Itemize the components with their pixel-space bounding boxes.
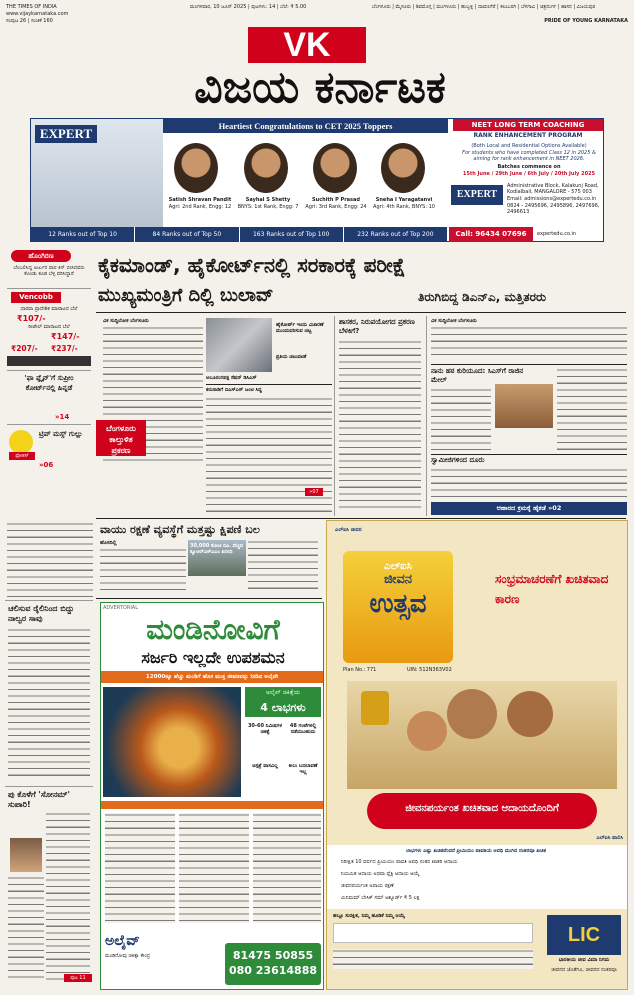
lead-column-text (206, 397, 332, 515)
rank-stat: 12 Ranks out of Top 10 (31, 227, 135, 242)
mandi-ad[interactable] (100, 602, 324, 990)
right-box-head[interactable]: ನಾನು ಹಠ ಕುರಿಯೂದ: ಸಿಎಸ್‌ಗೆ ರಾಜಿನ ಮೇಲ್ (431, 367, 524, 384)
benefit-2: 48 ಗಂಟೆಗಳಲ್ಲಿ ನಡೆಯಬಹುದು (289, 723, 317, 735)
price-1: ₹107/- (17, 314, 46, 323)
utsava-label-mid: ಜೀವನ (383, 572, 413, 587)
left-text-block (5, 520, 93, 580)
rail-page-2[interactable]: »06 (39, 461, 54, 469)
neet-subtitle: RANK ENHANCEMENT PROGRAM (473, 132, 583, 139)
topper-name: Sneha I Yaragatanvi (375, 197, 433, 203)
lic-benefit: ಮಿನಿಮಮ್ ಬೇಸಿಕ್ ಸಮ್ ಅಶ್ಯೂರ್ಡ್ ₹ 5 ಲಕ್ಷ (341, 895, 420, 901)
alive-brand (105, 929, 225, 987)
lead-page-ref[interactable]: »07 (305, 488, 323, 496)
hongirana-text: ಬೆಂಬಲಿಸಿದ್ದ ಅರ್ಜುನ ಪಾರ ಕಿನ್ ಬೀಸಿದವರು ಕೊಂಡು ಕೂಡ ಬೆಳ್ಳಿ ವರಿಸಿದ್ದಾರೆ (13, 265, 85, 277)
right-text (431, 388, 491, 452)
lic-brand-small: ಎಲ್‌ಐಸಿ ಜೀವನ (335, 527, 362, 533)
phone-2[interactable]: 080 23614888 (228, 964, 318, 977)
bengaluru-tag[interactable]: ಬೆಂಗಳೂರು ಕಾಲ್ತುಳಿತ ಪ್ರಕರಣ (96, 420, 146, 456)
vencobb-logo: Vencobb (11, 292, 61, 303)
rank-stat: 84 Ranks out of Top 50 (135, 227, 239, 242)
advertorial-label: ADVERTORIAL (103, 605, 139, 611)
lic-fineprint (333, 949, 533, 971)
lic-ratio: ಎಲ್‌ಐಸಿ ಪಾಲಿಸಿ (596, 835, 623, 841)
utsava-label: ಉತ್ಸವ (369, 589, 427, 619)
right-sub-head[interactable]: ಸ್ವಾಮೀಜಿಗಳಿಂದ ದೂರು (431, 456, 485, 464)
security-byline: ಹೊಸದಿಲ್ಲಿ (100, 540, 117, 546)
alive-logo: ಅಲೈವ್ (105, 933, 140, 949)
lead-headline[interactable]: ಕೈಕಮಾಂಡ್, ಹೈಕೋರ್ಟ್‌ನಲ್ಲಿ ಸರಕಾರಕ್ಕೆ ಪರೀಕ್ಷೆ (98, 253, 406, 277)
rail-text (8, 628, 90, 778)
rail-page-4[interactable]: ಪುಟ 11 (64, 974, 92, 982)
alive-subtitle: ಮಂಡಿನೋವು ಚಿಕಿತ್ಸಾ ಕೇಂದ್ರ (105, 953, 151, 959)
lic-benefit: ನಿರೀಕ್ಷಿತ 10 ವರ್ಷದ ಪ್ರೀಮಿಯಂ ಪಾವತಿ ಅವಧಿ ನಂತರ ಖಾತರಿ ಆದಾಯ (341, 859, 458, 865)
neet-audience: For students who have completed Class 12 in 2025 & aiming for rank enhancement in NEET 2026. (462, 150, 596, 162)
lic-banner (367, 793, 597, 829)
advertorial-text (253, 813, 321, 923)
vencobb-text: ಧಾರವಾ ಪ್ರಾದೇಶಿಕ ಮಾರಾಟದ ಬೆಲೆ (20, 306, 78, 312)
quote-2: ಪ್ರತಿಯ ಚಟುವಟಿಕೆ (276, 354, 307, 360)
cet-headline: Heartiest Congratulations to CET 2025 Toppers (163, 119, 448, 133)
lic-banner-text: ಜೀವನಪರ್ಯಂತ ಖಚಿತವಾದ ಆದಾಯದೊಂದಿಗೆ (405, 803, 559, 814)
edition-list: ಬೆಂಗಳೂರು | ಮೈಸೂರು | ಶಿವಮೊಗ್ಗ | ಮಂಗಳೂರು | ಹುಬ್ಬಳ್ಳಿ | ದಾವಣಗೆರೆ | ಕಲಬುರಗಿ | ಬೆಳಗಾವಿ | ಚಿತ್ರದುರ್ಗ | ಹಾಸನ | ವಿಜಯಪುರ (372, 4, 596, 10)
topper-photo (174, 143, 218, 193)
mandi-title: ಮಂಡಿನೋವಿಗೆ (146, 613, 280, 646)
rail-text (8, 876, 44, 980)
pride-tagline: PRIDE OF YOUNG KARNATAKA (544, 18, 628, 24)
lic-benefit: ನಿಯಮಿತ ಆದಾಯ ಅಥವಾ ಫ್ಲೆಕ್ಸಿ ಆದಾಯ ಆಯ್ಕೆ (341, 871, 420, 877)
side-box-headline[interactable]: ಶಾಸಕರ, ನಿರುಪಯೋಗದ ಪ್ರಕರಣ ಬೆಳಕಿಗೆ? (339, 318, 415, 335)
rail-story-2[interactable]: ಟ್ರಿಪ್ ಮಸ್ಸ್ ಗುಲ್ಲು (39, 430, 83, 438)
batch-dates: 15th June / 29th June / 6th July / 20th July 2025 (462, 171, 596, 177)
topper-name: Satish Shravan Pandit (168, 197, 232, 203)
family-photo (347, 681, 617, 789)
phone-box[interactable] (225, 943, 321, 985)
leader-photo (206, 318, 272, 372)
advertorial-text (179, 813, 249, 923)
rail-story-1[interactable]: 'ಫಾ ಫ್ಲೈನ್'ಗೆ ಸುಪ್ರೀಂ ಕೋರ್ಟ್‌ನಲ್ಲಿ ಹಿನ್ನಡೆ (24, 374, 74, 392)
security-text (7, 522, 93, 598)
benefit-4: ಕೀಲು ಬದಲಾವಣೆ ಇಲ್ಲ (288, 763, 318, 775)
lic-subtitle: ಭಾರತೀಯ ಜೀವ ವಿಮಾ ನಿಗಮ (558, 957, 610, 963)
topper-detail: BNYS: 1st Rank, Engg: 7 (237, 204, 299, 210)
hongirana-tag: ಹೊಂಗಿರಣ (11, 250, 71, 262)
mandi-tagline: 12000ಕ್ಕೂ ಹೆಚ್ಚು ಮಂಡಿಗೆ ಹೊಸ ಮುಕ್ತ ಜೀವನವನ್ನು ನೀಡಿದ ಅಲೈವೇ (101, 671, 323, 683)
right-byline: ವಿಕ ಸುದ್ದಿಲೋಕ ಬೆಂಗಳೂರು (431, 318, 477, 324)
lead-subheadline[interactable]: ಮುಖ್ಯಮಂತ್ರಿಗೆ ದಿಲ್ಲಿ ಬುಲಾವ್ (98, 285, 274, 306)
lic-footer-note: ಹಲ್ಲೂ ಸುರಕ್ಷಿತ, ನಿಮ್ಮ ಹೂಡಿಕೆ ನಿಮ್ಮ ಆಯ್ಕೆ (333, 913, 405, 919)
sonam-photo (10, 838, 42, 872)
trophy-icon (361, 691, 389, 725)
benefit-1: 30-60 ನಿಮಿಷಗಳ ಚಿಕಿತ್ಸೆ (247, 723, 283, 735)
expert-address: Administrative Block, Kalakunj Road, Kodialbail, MANGALORE - 575 003 (507, 183, 599, 195)
phone-1[interactable]: 81475 50855 (232, 949, 314, 962)
price-3: ₹207/- (11, 344, 38, 353)
topper-photo (313, 143, 357, 193)
toi-tag: THE TIMES OF INDIA (6, 4, 57, 10)
advertorial-text (105, 813, 175, 923)
lic-benefit: ಜೀವನಪರ್ಯಂತ ಅಪಾಯ ರಕ್ಷಣೆ (341, 883, 394, 889)
rail-story-4[interactable]: ಪು ಕೊಳೆಗೆ 'ಸೋನಮ್' ಸುಪಾರಿ! (8, 790, 70, 809)
lic-benefits (327, 845, 627, 909)
rail-text (46, 812, 90, 982)
topper-photo (244, 143, 288, 193)
expert-email[interactable]: Email: admissions@expertedu.co.in (507, 196, 597, 202)
security-text (100, 548, 186, 594)
expert-logo: EXPERT (35, 125, 97, 143)
utsava-label-small: ಎಲ್‌ಐಸಿ (384, 561, 412, 572)
masthead-title: ವಿಜಯ ಕರ್ನಾಟಕ (194, 62, 446, 113)
sub-tag: ಕರುನಾಡಿಗೆ ಬಿಎಸ್‌ಎಸ್ ಜಂಟಿ ಸಿದ್ಧ (206, 387, 262, 393)
lic-ad[interactable] (326, 520, 628, 990)
focus-icon (9, 430, 33, 454)
dateline: ಮಂಗಳವಾರ, 10 ಜೂನ್ 2025 | ಪುಟಗಳು: 14 | ಬೆಲೆ: ₹ 5.00 (190, 4, 307, 10)
issue-number: ಸಂಪುಟ 26 | ಸಂಚಿಕೆ 160 (6, 18, 53, 24)
benefits-count: 4 ಲಾಭಗಳು (245, 699, 321, 717)
website[interactable]: www.vijaykarnataka.com (6, 11, 69, 17)
right-footer-link[interactable]: ಆಹಾರದ ಕ್ರಮಕ್ಕೆ ಹೈಕಡೆ »02 (431, 502, 627, 515)
side-box (334, 316, 422, 516)
focus-tag: ಫೋಕಸ್ (9, 452, 35, 460)
expert-ad[interactable] (30, 118, 604, 242)
neet-title: NEET LONG TERM COACHING (453, 119, 603, 131)
vk-logo: VK (248, 27, 366, 63)
missile-caption: 30,000 ಕೋಟಿ ರೂ. ವೆಚ್ಚದ ಕ್ಯೂಆರ್‌ಎಸ್‌ಎಎಂ ಖರೀದಿ (190, 543, 244, 555)
rail-story-3[interactable]: ಚಲಿಸುವ ರೈಲಿನಿಂದ ಬಿದ್ದು ನಾಲ್ವರ ಸಾವು (8, 604, 75, 623)
lic-benefits-head: ಲಾಭಗಳು ಎಷ್ಟು ಖಚಿತವೆಂದರೆ ಪ್ರೀಮಿಯಂ ಪಾವತಿಯ ಅವಧಿ ಮುಗಿದ ನಂತರವೂ ಖಚಿತ (405, 848, 547, 854)
rank-stat: 232 Ranks out of Top 200 (357, 231, 434, 238)
topper-photo (381, 143, 425, 193)
right-text (431, 326, 627, 360)
plan-number: Plan No.: 771 (343, 667, 377, 673)
right-story (426, 316, 628, 516)
topper-detail: Agri: 2nd Rank, Engg: 12 (168, 204, 232, 210)
security-text (248, 540, 318, 594)
app-badges (333, 923, 533, 943)
topper-detail: Agri: 4th Rank, BNYS: 10 (373, 204, 435, 210)
expert-website[interactable]: expertedu.co.in (537, 231, 577, 237)
ranks-strip (31, 227, 447, 242)
lic-tagline: ಜೀವನದ ಜೊತೆಗೂ, ಜೀವನದ ನಂತರವೂ (551, 967, 617, 973)
expert-phones: 0824 - 2495696, 2495896, 2497696, 2496613 (507, 203, 600, 215)
left-rail (5, 248, 93, 513)
price-label: ರೀಟೇಲ್ ಮಾರಾಟದ ಬೆಲೆ (28, 324, 70, 330)
uin-number: UIN: 512N363V02 (407, 667, 452, 673)
rank-stat: 163 Ranks out of Top 100 (240, 227, 344, 242)
right-headline[interactable]: ತಿರುಗಿಬಿದ್ದ ಡಿಎನ್‌ಎ, ಮತ್ತಿತರರು (418, 290, 547, 304)
right-text (431, 468, 627, 498)
right-text (557, 368, 627, 452)
benefits-head: ಅಲೈವ್ ಚಿಕಿತ್ಸೆಯ (245, 687, 321, 699)
photo-caption: ಅಲೂರಂಗಪಕ್ಷ ಸೆಷನ್ ಡಿಸಿಎಸ್ (206, 375, 257, 381)
topper-name: Sayhal S Shetty (245, 197, 291, 203)
lic-headline: ಸಂಭ್ರಮಾಚರಣೆಗೆ ಖಚಿತವಾದ ಕಾರಣ (495, 572, 609, 606)
batches-label: Batches commence on (497, 164, 561, 170)
expert-logo-small: EXPERT (451, 185, 503, 205)
topper-detail: Agri: 3rd Rank, Engg: 24 (305, 204, 367, 210)
side-box-text (339, 340, 421, 512)
lic-logo: LIC (547, 915, 621, 955)
knee-photo (103, 687, 241, 797)
topper-name: Suchith P Prasad (312, 197, 360, 203)
price-2: ₹147/- (51, 332, 80, 341)
utsava-badge (343, 551, 453, 663)
call-button[interactable]: Call: 96434 07696 (449, 227, 533, 242)
rail-page-1[interactable]: »14 (55, 413, 70, 421)
mandi-subtitle: ಸರ್ಜರಿ ಇಲ್ಲದೇ ಉಪಶಮನ (141, 648, 285, 667)
benefit-3: ಆಸ್ಪತ್ರೆ ವಾಸವಿಲ್ಲ (252, 763, 278, 769)
building-photo (495, 384, 553, 428)
lead-byline: ವಿಕ ಸುದ್ದಿಲೋಕ ಬೆಂಗಳೂರು (103, 318, 149, 324)
price-4: ₹237/- (51, 344, 78, 353)
neet-options: (Both Local and Residential Options Available) (471, 143, 587, 149)
security-headline[interactable]: ವಾಯು ರಕ್ಷಣೆ ವ್ಯವಸ್ಥೆಗೆ ಮತ್ತಷ್ಟು ಕ್ಷಿಪಣಿ ಬಲ (100, 523, 260, 536)
quote-1: ಹೈಕೋರ್ಟ್ ಇಂದು ವಿಚಾರಣೆ ಮುಂದುವರಿಸುವ ಚಟ್ಟ (276, 322, 324, 334)
